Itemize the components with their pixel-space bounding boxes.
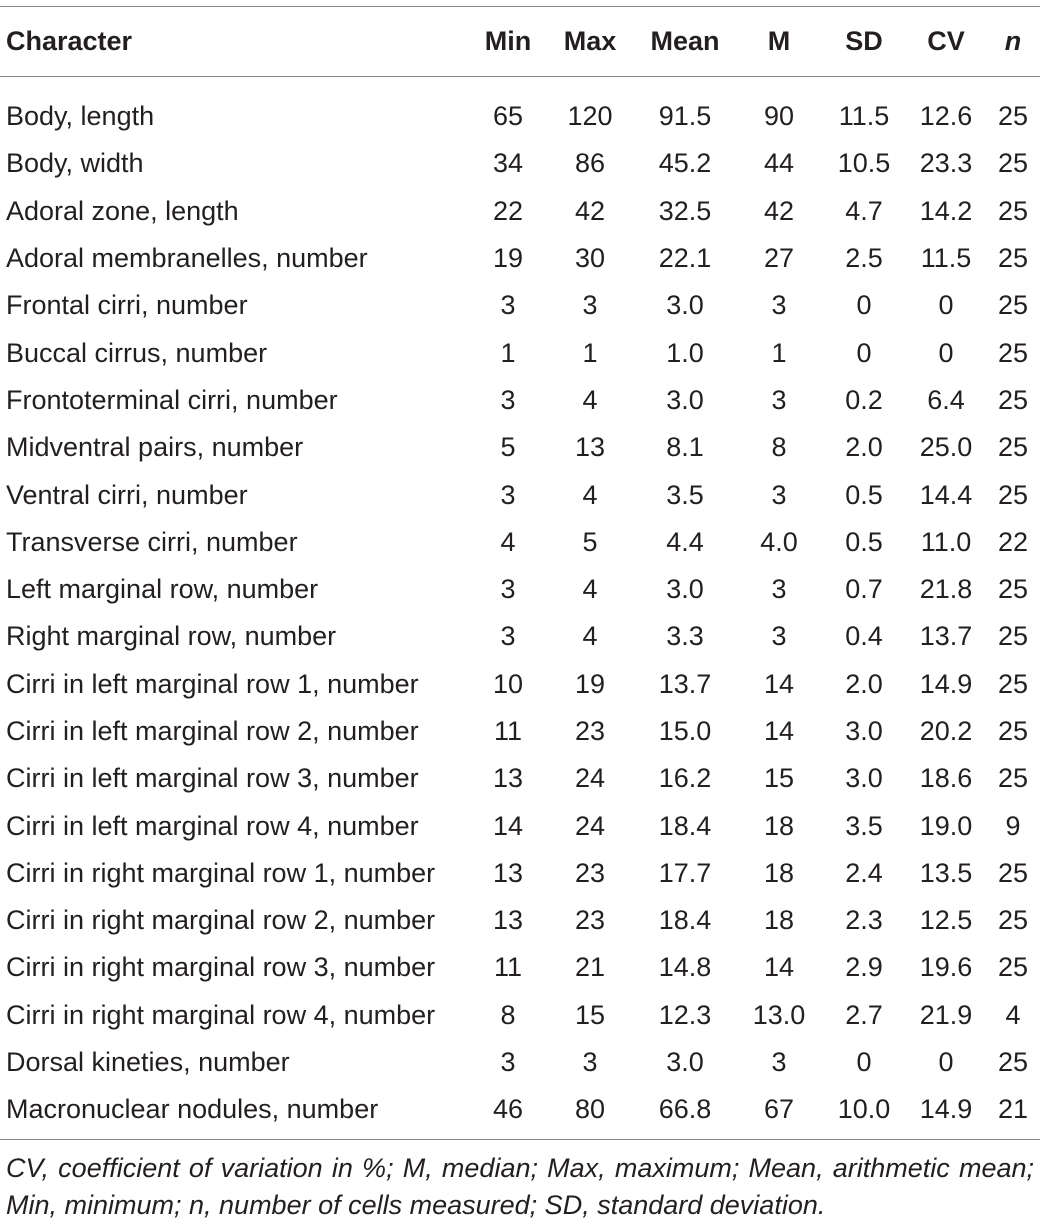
cell-median: 3: [771, 574, 787, 605]
cell-min: 3: [500, 479, 516, 510]
cell-max: 24: [574, 763, 606, 794]
cell-sd: 2.7: [845, 999, 883, 1030]
cell-max: 15: [574, 999, 606, 1030]
table-row: [0, 424, 1040, 471]
cell-mean: 15.0: [658, 716, 712, 746]
cell-cv: 23.3: [919, 148, 973, 179]
cell-min: 3: [500, 621, 516, 652]
cell-character: Cirri in left marginal row 4, number: [6, 810, 419, 841]
cell-mean: 18.4: [658, 905, 712, 936]
cell-min: 4: [500, 526, 516, 557]
cell-character: Midventral pairs, number: [6, 432, 304, 463]
cell-mean: 16.2: [658, 763, 712, 794]
cell-max: 13: [574, 432, 606, 463]
cell-mean: 91.5: [658, 101, 712, 132]
cell-n: 25: [997, 621, 1029, 652]
cell-n: 9: [1005, 810, 1021, 841]
cell-cv: 21.8: [919, 574, 973, 605]
cell-median: 67: [763, 1094, 795, 1125]
table-row: [0, 1086, 1040, 1133]
table-footnote: CV, coefficient of variation in %; M, median; Max, maximum; Mean, arithmetic mean; Min, minimum; n, number of cells measured; SD, standard deviation.: [6, 1153, 1034, 1220]
table-header-row: [0, 6, 1040, 76]
cell-character: Cirri in left marginal row 2, number: [6, 716, 419, 746]
cell-median: 8: [771, 432, 787, 463]
table-row: [0, 802, 1040, 849]
cell-max: 5: [582, 526, 598, 557]
cell-n: 25: [997, 1047, 1029, 1078]
cell-character: Frontal cirri, number: [6, 290, 248, 321]
cell-mean: 3.5: [666, 479, 704, 510]
header-median: M: [767, 25, 791, 56]
cell-n: 25: [997, 101, 1029, 132]
cell-n: 25: [997, 716, 1029, 746]
cell-min: 34: [492, 148, 524, 179]
cell-n: 21: [997, 1094, 1029, 1125]
table-row: [0, 329, 1040, 376]
cell-cv: 20.2: [919, 716, 973, 746]
cell-n: 25: [997, 432, 1029, 463]
cell-n: 25: [997, 479, 1029, 510]
cell-cv: 11.5: [920, 243, 972, 274]
cell-min: 3: [500, 574, 516, 605]
cell-n: 25: [997, 763, 1029, 794]
cell-median: 3: [771, 621, 787, 652]
table-row: [0, 566, 1040, 613]
cell-mean: 1.0: [666, 337, 704, 368]
cell-n: 25: [997, 148, 1029, 179]
cell-n: 25: [997, 668, 1029, 699]
cell-character: Left marginal row, number: [6, 574, 319, 605]
cell-character: Adoral zone, length: [6, 195, 239, 226]
cell-cv: 14.4: [919, 479, 973, 510]
cell-cv: 0: [938, 1047, 954, 1078]
cell-sd: 0.4: [845, 621, 883, 652]
cell-median: 1: [771, 337, 787, 368]
header-n: n: [1004, 25, 1022, 56]
cell-max: 86: [574, 148, 606, 179]
table-row: [0, 282, 1040, 329]
cell-max: 21: [574, 952, 606, 983]
cell-sd: 2.3: [845, 905, 883, 936]
cell-max: 120: [567, 101, 613, 132]
cell-cv: 14.9: [919, 668, 973, 699]
cell-sd: 2.5: [845, 243, 883, 274]
cell-max: 19: [574, 668, 606, 699]
cell-n: 25: [997, 905, 1029, 936]
cell-max: 23: [574, 857, 606, 888]
cell-max: 30: [574, 243, 606, 274]
table-row: [0, 188, 1040, 235]
table-bottom-rule: [0, 1139, 1040, 1140]
cell-character: Buccal cirrus, number: [6, 337, 268, 368]
table-row: [0, 897, 1040, 944]
cell-max: 3: [582, 290, 598, 321]
cell-cv: 14.9: [919, 1094, 973, 1125]
cell-sd: 10.5: [837, 148, 891, 179]
cell-max: 3: [582, 1047, 598, 1078]
cell-sd: 10.0: [837, 1094, 891, 1125]
table-row: [0, 992, 1040, 1039]
cell-mean: 66.8: [658, 1094, 712, 1125]
cell-max: 80: [574, 1094, 606, 1125]
cell-cv: 12.6: [919, 101, 973, 132]
header-sd: SD: [845, 25, 883, 56]
cell-median: 27: [763, 243, 795, 274]
cell-min: 19: [492, 243, 524, 274]
cell-cv: 6.4: [927, 384, 965, 415]
cell-cv: 25.0: [919, 432, 973, 463]
table-row: [0, 944, 1040, 991]
table-row: [0, 1039, 1040, 1086]
cell-cv: 14.2: [919, 195, 973, 226]
header-min: Min: [484, 25, 532, 56]
cell-sd: 4.7: [845, 195, 883, 226]
cell-character: Transverse cirri, number: [6, 526, 298, 557]
cell-mean: 8.1: [666, 432, 704, 463]
cell-character: Cirri in left marginal row 3, number: [6, 763, 419, 794]
cell-mean: 4.4: [666, 526, 704, 557]
cell-min: 13: [492, 905, 524, 936]
cell-mean: 13.7: [658, 668, 712, 699]
cell-sd: 2.4: [845, 857, 883, 888]
morphometric-table: [0, 6, 1040, 1134]
cell-character: Cirri in right marginal row 4, number: [6, 999, 436, 1030]
cell-median: 3: [771, 290, 787, 321]
cell-cv: 19.6: [919, 952, 973, 983]
cell-mean: 3.0: [666, 384, 704, 415]
cell-mean: 22.1: [658, 243, 712, 274]
cell-median: 14: [763, 716, 795, 746]
cell-sd: 2.0: [845, 668, 883, 699]
cell-median: 3: [771, 479, 787, 510]
cell-min: 22: [492, 195, 524, 226]
cell-cv: 18.6: [919, 763, 973, 794]
cell-character: Ventral cirri, number: [6, 479, 248, 510]
cell-sd: 11.5: [838, 101, 890, 132]
cell-max: 42: [574, 195, 606, 226]
cell-character: Dorsal kineties, number: [6, 1047, 290, 1078]
table-row: [0, 235, 1040, 282]
header-character: Character: [6, 25, 133, 56]
cell-min: 8: [500, 999, 516, 1030]
table-row: [0, 708, 1040, 755]
table-row: [0, 76, 1040, 140]
cell-min: 3: [500, 1047, 516, 1078]
cell-mean: 18.4: [658, 810, 712, 841]
cell-character: Right marginal row, number: [6, 621, 337, 652]
cell-n: 25: [997, 337, 1029, 368]
cell-cv: 12.5: [919, 905, 973, 936]
cell-character: Body, width: [6, 148, 144, 179]
cell-min: 13: [492, 857, 524, 888]
cell-median: 14: [763, 952, 795, 983]
table-row: [0, 661, 1040, 708]
cell-max: 23: [574, 905, 606, 936]
cell-sd: 0.5: [845, 479, 883, 510]
table-row: [0, 613, 1040, 660]
table-body: [0, 76, 1040, 1134]
cell-sd: 0.2: [845, 384, 883, 415]
cell-max: 4: [582, 384, 598, 415]
cell-min: 5: [500, 432, 516, 463]
cell-mean: 45.2: [658, 148, 712, 179]
cell-n: 25: [997, 243, 1029, 274]
cell-sd: 0: [856, 337, 872, 368]
cell-min: 13: [492, 763, 524, 794]
cell-n: 25: [997, 384, 1029, 415]
cell-max: 24: [574, 810, 606, 841]
cell-cv: 13.7: [919, 621, 973, 652]
cell-mean: 3.0: [666, 290, 704, 321]
cell-sd: 2.0: [845, 432, 883, 463]
cell-min: 14: [492, 810, 524, 841]
table-row: [0, 850, 1040, 897]
cell-max: 1: [582, 337, 598, 368]
cell-n: 4: [1005, 999, 1021, 1030]
cell-cv: 0: [938, 290, 954, 321]
cell-sd: 0.5: [845, 526, 883, 557]
cell-median: 15: [763, 763, 795, 794]
cell-min: 10: [492, 668, 524, 699]
cell-max: 4: [582, 621, 598, 652]
cell-cv: 11.0: [920, 526, 972, 557]
cell-mean: 3.0: [666, 1047, 704, 1078]
cell-max: 4: [582, 479, 598, 510]
cell-character: Cirri in right marginal row 2, number: [6, 905, 436, 936]
cell-max: 4: [582, 574, 598, 605]
cell-mean: 3.0: [666, 574, 704, 605]
cell-sd: 3.0: [845, 716, 883, 746]
cell-min: 65: [492, 101, 524, 132]
cell-n: 25: [997, 857, 1029, 888]
cell-mean: 12.3: [658, 999, 712, 1030]
cell-character: Adoral membranelles, number: [6, 243, 368, 274]
table-row: [0, 471, 1040, 518]
cell-n: 22: [997, 526, 1029, 557]
cell-median: 18: [763, 857, 795, 888]
cell-median: 14: [763, 668, 795, 699]
cell-n: 25: [997, 574, 1029, 605]
cell-min: 3: [500, 384, 516, 415]
cell-cv: 13.5: [919, 857, 973, 888]
cell-mean: 14.8: [658, 952, 712, 983]
cell-median: 13.0: [752, 999, 806, 1030]
cell-median: 4.0: [760, 526, 798, 557]
cell-n: 25: [997, 952, 1029, 983]
cell-sd: 3.0: [845, 763, 883, 794]
cell-mean: 3.3: [666, 621, 704, 652]
cell-sd: 3.5: [845, 810, 883, 841]
cell-character: Cirri in left marginal row 1, number: [6, 668, 419, 699]
cell-sd: 2.9: [845, 952, 883, 983]
cell-median: 18: [763, 905, 795, 936]
cell-n: 25: [997, 195, 1029, 226]
cell-mean: 32.5: [658, 195, 712, 226]
cell-character: Cirri in right marginal row 3, number: [6, 952, 436, 983]
cell-min: 3: [500, 290, 516, 321]
cell-mean: 17.7: [658, 857, 712, 888]
cell-max: 23: [574, 716, 606, 746]
cell-sd: 0.7: [845, 574, 883, 605]
header-cv: CV: [927, 25, 965, 56]
cell-min: 11: [493, 952, 523, 983]
table-row: [0, 140, 1040, 187]
header-max: Max: [563, 25, 617, 56]
table-row: [0, 519, 1040, 566]
table-row: [0, 377, 1040, 424]
cell-cv: 21.9: [919, 999, 973, 1030]
cell-sd: 0: [856, 1047, 872, 1078]
header-mean: Mean: [650, 25, 720, 56]
cell-median: 44: [763, 148, 795, 179]
cell-min: 1: [500, 337, 516, 368]
cell-median: 18: [763, 810, 795, 841]
cell-median: 3: [771, 1047, 787, 1078]
cell-character: Cirri in right marginal row 1, number: [6, 857, 436, 888]
cell-median: 42: [763, 195, 795, 226]
cell-character: Frontoterminal cirri, number: [6, 384, 338, 415]
cell-n: 25: [997, 290, 1029, 321]
cell-sd: 0: [856, 290, 872, 321]
cell-cv: 0: [938, 337, 954, 368]
cell-median: 3: [771, 384, 787, 415]
cell-median: 90: [763, 101, 795, 132]
cell-cv: 19.0: [919, 810, 973, 841]
table-row: [0, 755, 1040, 802]
cell-min: 11: [493, 716, 523, 746]
cell-min: 46: [492, 1094, 524, 1125]
cell-character: Macronuclear nodules, number: [6, 1094, 379, 1125]
cell-character: Body, length: [6, 101, 155, 132]
